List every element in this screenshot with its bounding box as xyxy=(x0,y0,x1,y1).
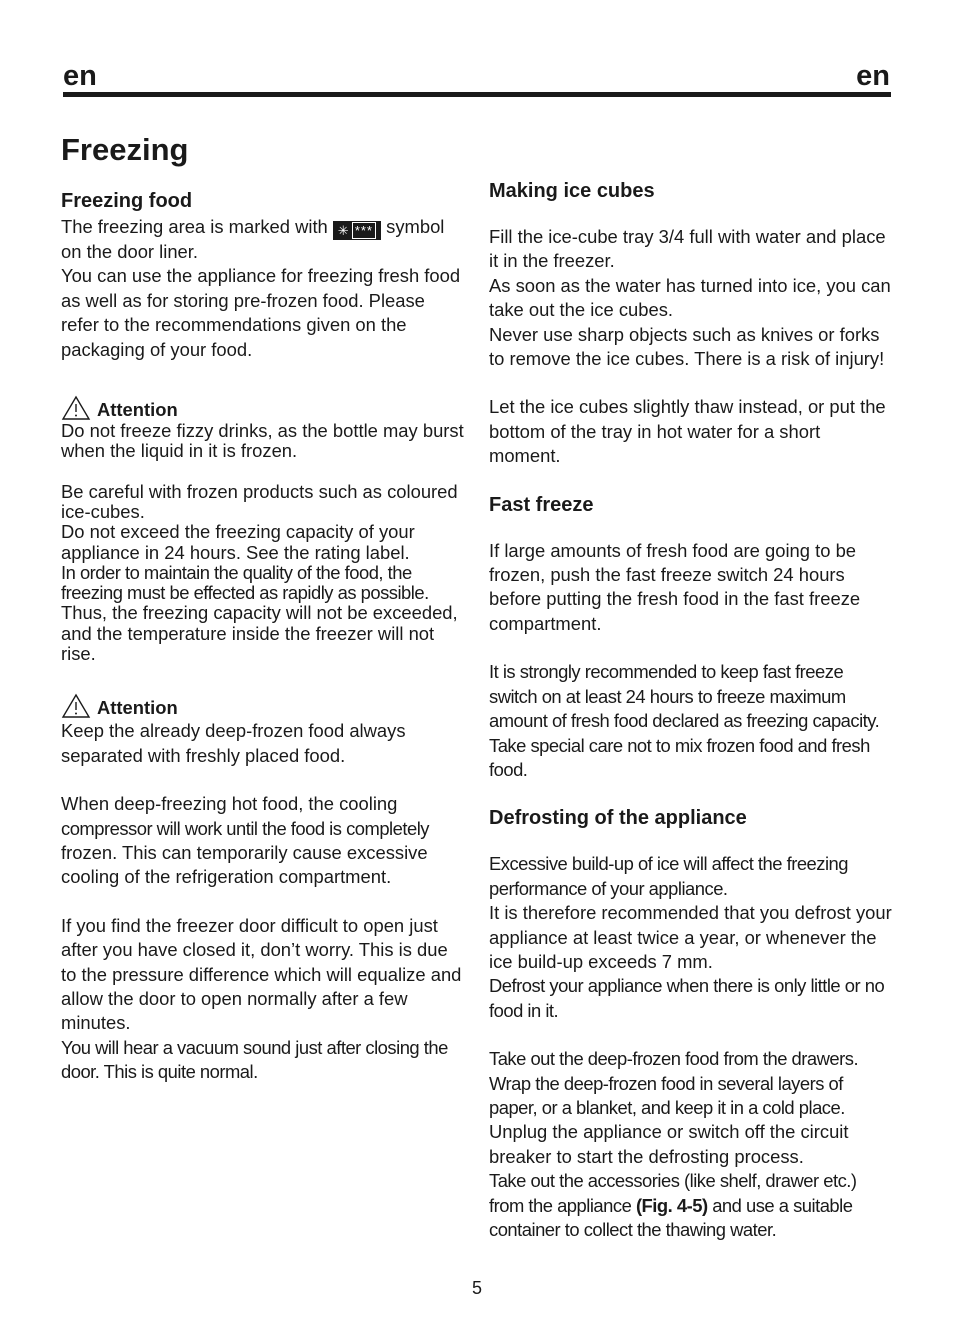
container-text: and use a suitable container to collect the thawing water. xyxy=(489,1194,853,1240)
right-column xyxy=(489,177,894,1242)
thaw-paragraph: Let the ice cubes slightly thaw instead, or put the bottom of the tray in hot water for a short moment. xyxy=(489,396,886,467)
defrost-when-empty-paragraph: Defrost your appliance when there is only little or no food in it. xyxy=(489,975,885,1021)
coloured-ice-warning: Be careful with frozen products such as coloured ice-cubes. xyxy=(61,480,458,522)
freezing-capacity-warning: Do not exceed the freezing capacity of your appliance in 24 hours. See the rating label. xyxy=(61,521,415,563)
wrap-food-paragraph: Take out the deep-frozen food from the drawers. Wrap the deep-frozen food in several layers of paper, or a blanket, and keep it in a cold place. xyxy=(489,1048,859,1118)
unplug-paragraph: Unplug the appliance or switch off the circuit breaker to start the defrosting process. xyxy=(489,1121,849,1167)
door-liner-text: symbol on the door liner. xyxy=(61,216,445,262)
ice-ready-paragraph: As soon as the water has turned into ice, you can take out the ice cubes. xyxy=(489,274,891,321)
section-heading-ice-cubes: Making ice cubes xyxy=(489,180,655,202)
header-rule xyxy=(63,92,891,97)
hot-food-text-c: frozen. This can temporarily cause excessive cooling of the refrigeration compartment. xyxy=(61,841,428,888)
attention-block-2 xyxy=(61,690,466,719)
separate-food-paragraph: Keep the already deep-frozen food always separated with freshly placed food. xyxy=(61,720,406,766)
left-column xyxy=(61,187,466,1085)
accessories-paragraph xyxy=(489,1169,894,1242)
freezing-usage-paragraph: You can use the appliance for freezing fresh food as well as for storing pre-frozen food. Please refer to the recommendations given on the packaging of your food. xyxy=(61,265,461,360)
language-label-left: en xyxy=(63,60,97,92)
fast-freeze-recommendation: It is strongly recommended to keep fast freeze switch on at least 24 hours to freeze maximum amount of fresh food declared as freezing capacity. Take special care not to mix frozen food and fresh food. xyxy=(489,661,880,780)
page-number: 5 xyxy=(471,1278,482,1298)
freeze-rapidly-note: In order to maintain the quality of the food, the freezing must be effected as rapidly as possible. xyxy=(61,561,429,604)
attention-label: Attention xyxy=(97,399,178,421)
freezing-area-text: The freezing area is marked with xyxy=(61,216,328,237)
fizzy-drinks-warning: Do not freeze fizzy drinks, as the bottle may burst when the liquid in it is frozen. xyxy=(61,420,464,462)
section-heading-defrosting: Defrosting of the appliance xyxy=(489,807,747,830)
temperature-note: Thus, the freezing capacity will not be exceeded, and the temperature inside the freezer will not rise. xyxy=(61,602,458,664)
section-heading-freezing-food: Freezing food xyxy=(61,190,193,212)
warning-triangle-icon xyxy=(61,395,91,421)
attention-label: Attention xyxy=(97,697,178,719)
page-title: Freezing xyxy=(61,132,189,167)
ice-buildup-paragraph: Excessive build-up of ice will affect the freezing performance of your appliance. xyxy=(489,853,849,899)
hot-food-text-a: When deep-freezing hot food, the cooling xyxy=(61,793,398,815)
language-label-right: en xyxy=(856,60,890,92)
attention-block-1 xyxy=(61,392,466,421)
freezing-area-paragraph xyxy=(61,215,466,264)
hot-food-paragraph xyxy=(61,792,466,890)
section-heading-fast-freeze: Fast freeze xyxy=(489,493,594,516)
freezer-star-symbol-icon xyxy=(333,221,381,240)
warning-triangle-icon xyxy=(61,693,91,719)
defrost-frequency-paragraph: It is therefore recommended that you defrost your appliance at least twice a year, or whenever the ice build-up exceeds 7 mm. xyxy=(489,902,892,972)
fast-freeze-paragraph: If large amounts of fresh food are going to be frozen, push the fast freeze switch 24 hours before putting the fresh food in the fast freeze compartment. xyxy=(489,539,861,634)
hot-food-text-b: compressor will work until the food is completely xyxy=(61,817,429,839)
door-pressure-paragraph: If you find the freezer door difficult to open just after you have closed it, don’t worry. This is due to the pressure difference which will equalize and allow the door to open normally after a few minutes. xyxy=(61,914,462,1034)
sharp-objects-warning: Never use sharp objects such as knives or forks to remove the ice cubes. There is a risk of injury! xyxy=(489,323,885,370)
accessories-text: Take out the accessories (like shelf, drawer etc.) from the appliance xyxy=(489,1170,857,1216)
freezer-star-glyph: ✳ xyxy=(337,223,350,238)
freezer-stars-glyph: *** xyxy=(352,222,376,239)
ice-tray-paragraph: Fill the ice-cube tray 3/4 full with water and place it in the freezer. xyxy=(489,226,886,272)
figure-reference: (Fig. 4-5) xyxy=(635,1194,708,1216)
vacuum-sound-paragraph: You will hear a vacuum sound just after closing the door. This is quite normal. xyxy=(61,1036,448,1083)
